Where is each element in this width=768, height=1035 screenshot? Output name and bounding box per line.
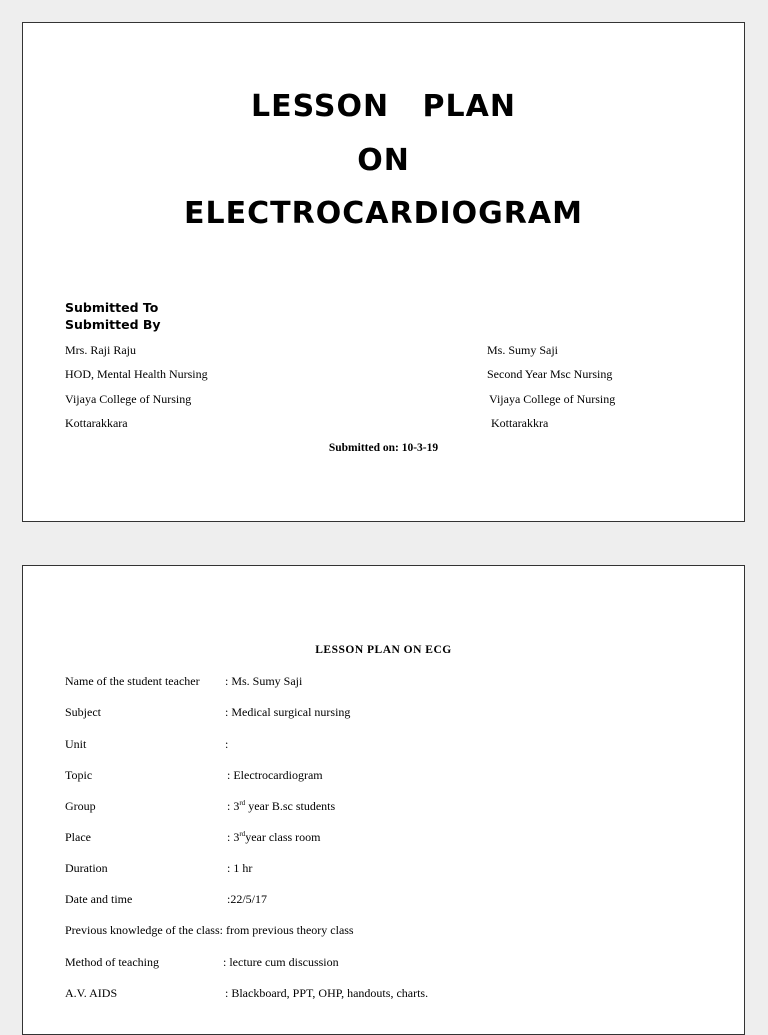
row-previous-knowledge: Previous knowledge of the class: from previous theory class (65, 923, 354, 937)
by-place: Kottarakkra (491, 416, 549, 430)
by-role: Second Year Msc Nursing (487, 367, 613, 381)
row-label-method: Method of teaching (65, 955, 159, 969)
row-value-unit: : (225, 737, 229, 751)
row-label-date-time: Date and time (65, 892, 133, 906)
cover-page (22, 22, 745, 522)
group-value-prefix: : 3 (227, 799, 240, 813)
submitted-to-label: Submitted To (65, 300, 159, 315)
group-value-suffix: year B.sc students (245, 799, 336, 813)
place-value-sup: rd (239, 830, 246, 838)
place-value-prefix: : 3 (227, 830, 240, 844)
cover-title-line-2: ON (357, 143, 410, 178)
row-value-duration: : 1 hr (227, 861, 253, 875)
submitted-by-label: Submitted By (65, 317, 161, 332)
to-name: Mrs. Raji Raju (65, 343, 136, 357)
row-label-student-teacher: Name of the student teacher (65, 674, 200, 688)
row-value-place (227, 830, 321, 845)
row-value-student-teacher: : Ms. Sumy Saji (225, 674, 303, 688)
lesson-plan-page (22, 565, 745, 1035)
cover-title-line-1: LESSON PLAN (251, 89, 516, 124)
submitted-on-date: Submitted on: 10-3-19 (328, 442, 439, 454)
place-value-suffix: year class room (245, 830, 321, 844)
to-role: HOD, Mental Health Nursing (65, 367, 208, 381)
row-value-method: : lecture cum discussion (223, 955, 339, 969)
row-value-date-time: :22/5/17 (227, 892, 268, 906)
by-college: Vijaya College of Nursing (489, 392, 616, 406)
row-label-place: Place (65, 830, 91, 844)
to-place: Kottarakkara (65, 416, 128, 430)
by-name: Ms. Sumy Saji (487, 343, 559, 357)
group-value-sup: rd (239, 799, 246, 807)
row-label-subject: Subject (65, 705, 101, 719)
row-label-group: Group (65, 799, 96, 813)
to-college: Vijaya College of Nursing (65, 392, 192, 406)
row-label-topic: Topic (65, 768, 93, 782)
row-value-topic: : Electrocardiogram (227, 768, 323, 782)
row-label-duration: Duration (65, 861, 108, 875)
row-label-av-aids: A.V. AIDS (65, 986, 118, 1000)
row-value-subject: : Medical surgical nursing (225, 705, 351, 719)
cover-title-line-3: ELECTROCARDIOGRAM (184, 196, 583, 231)
lesson-plan-title: LESSON PLAN ON ECG (315, 644, 452, 656)
row-label-unit: Unit (65, 737, 87, 751)
row-value-group (227, 799, 335, 814)
row-value-av-aids: : Blackboard, PPT, OHP, handouts, charts. (225, 986, 429, 1000)
